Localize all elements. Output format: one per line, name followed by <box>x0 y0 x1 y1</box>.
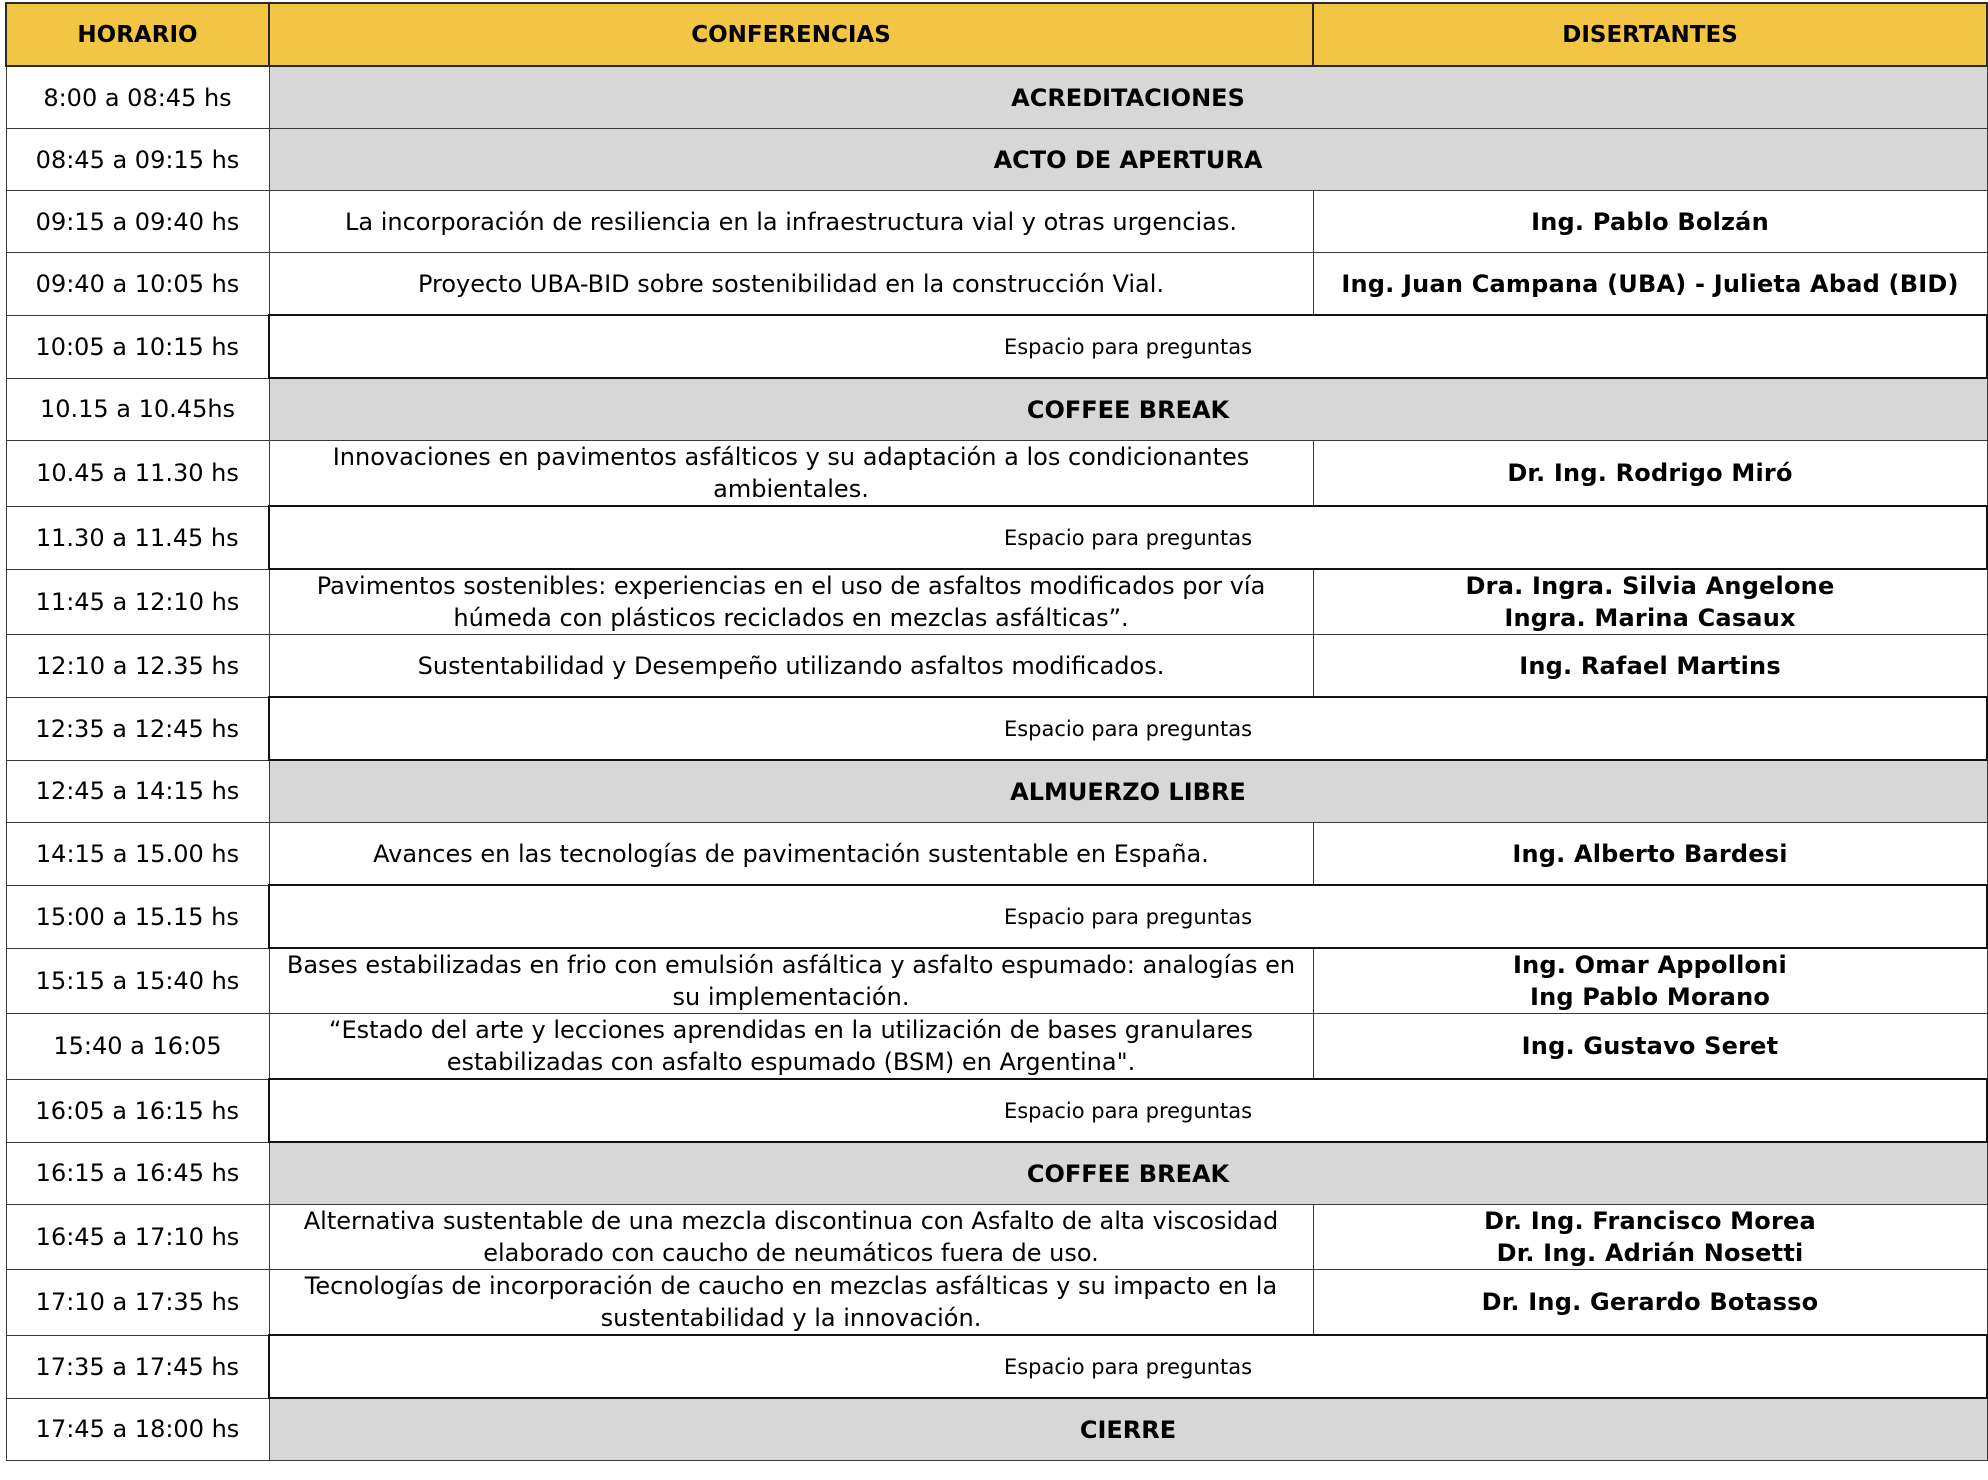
talk-cell: Innovaciones en pavimentos asfálticos y su adaptación a los condicionantes ambientales. <box>269 441 1313 507</box>
schedule-row <box>6 948 1987 1014</box>
event-cell: ACREDITACIONES <box>269 66 1987 129</box>
speaker-cell <box>1313 635 1987 698</box>
time-cell: 17:45 a 18:00 hs <box>6 1398 269 1461</box>
speaker-cell <box>1313 191 1987 253</box>
talk-cell: La incorporación de resiliencia en la infraestructura vial y otras urgencias. <box>269 191 1313 253</box>
schedule-row <box>6 441 1987 507</box>
time-cell: 11.30 a 11.45 hs <box>6 506 269 569</box>
event-cell: COFFEE BREAK <box>269 378 1987 441</box>
speaker-cell <box>1313 1014 1987 1080</box>
speaker-name-2: Ing Pablo Morano <box>1529 983 1771 1011</box>
speaker-name: Dr. Ing. Francisco Morea <box>1484 1207 1816 1235</box>
event-cell: ACTO DE APERTURA <box>269 129 1987 191</box>
schedule-body <box>6 3 1987 1461</box>
speaker-name: Ing. Omar Appolloni <box>1513 951 1787 979</box>
schedule-row <box>6 191 1987 253</box>
time-cell: 16:15 a 16:45 hs <box>6 1142 269 1205</box>
speaker-name: Ing. Alberto Bardesi <box>1512 839 1788 868</box>
speaker-name: Dr. Ing. Gerardo Botasso <box>1481 1288 1819 1316</box>
time-cell: 16:45 a 17:10 hs <box>6 1205 269 1270</box>
speaker-name: Dra. Ingra. Silvia Angelone <box>1465 572 1835 600</box>
time-cell: 10.15 a 10.45hs <box>6 378 269 441</box>
speaker-cell <box>1313 441 1987 507</box>
schedule-table <box>5 2 1988 1461</box>
schedule-row <box>6 1335 1987 1398</box>
schedule-row <box>6 129 1987 191</box>
speaker-cell <box>1313 1205 1987 1270</box>
time-cell: 17:10 a 17:35 hs <box>6 1270 269 1336</box>
time-cell: 15:15 a 15:40 hs <box>6 948 269 1014</box>
time-cell: 09:15 a 09:40 hs <box>6 191 269 253</box>
speaker-name: Ing. Juan Campana (UBA) - Julieta Abad (BID) <box>1341 269 1959 298</box>
event-cell: CIERRE <box>269 1398 1987 1461</box>
questions-cell: Espacio para preguntas <box>269 315 1987 378</box>
talk-cell: Pavimentos sostenibles: experiencias en el uso de asfaltos modificados por vía húmeda con plásticos reciclados en mezclas asfálticas”. <box>269 569 1313 635</box>
questions-cell: Espacio para preguntas <box>269 1079 1987 1142</box>
header-disertantes: DISERTANTES <box>1313 3 1987 66</box>
speaker-cell <box>1313 948 1987 1014</box>
schedule-row <box>6 1142 1987 1205</box>
talk-cell: Sustentabilidad y Desempeño utilizando asfaltos modificados. <box>269 635 1313 698</box>
time-cell: 16:05 a 16:15 hs <box>6 1079 269 1142</box>
speaker-name: Ing. Pablo Bolzán <box>1531 207 1769 236</box>
questions-cell: Espacio para preguntas <box>269 1335 1987 1398</box>
time-cell: 17:35 a 17:45 hs <box>6 1335 269 1398</box>
talk-cell: “Estado del arte y lecciones aprendidas en la utilización de bases granulares estabilizadas con asfalto espumado (BSM) en Argentina". <box>269 1014 1313 1080</box>
header-conferencias: CONFERENCIAS <box>269 3 1313 66</box>
talk-cell: Alternativa sustentable de una mezcla discontinua con Asfalto de alta viscosidad elaborado con caucho de neumáticos fuera de uso. <box>269 1205 1313 1270</box>
speaker-name: Ing. Rafael Martins <box>1519 651 1781 680</box>
questions-cell: Espacio para preguntas <box>269 697 1987 760</box>
schedule-row <box>6 697 1987 760</box>
time-cell: 12:45 a 14:15 hs <box>6 760 269 823</box>
talk-cell: Avances en las tecnologías de pavimentación sustentable en España. <box>269 823 1313 886</box>
speaker-name-2: Dr. Ing. Adrián Nosetti <box>1496 1239 1804 1267</box>
schedule-row <box>6 1270 1987 1336</box>
time-cell: 08:45 a 09:15 hs <box>6 129 269 191</box>
time-cell: 14:15 a 15.00 hs <box>6 823 269 886</box>
talk-cell: Proyecto UBA-BID sobre sostenibilidad en la construcción Vial. <box>269 253 1313 316</box>
time-cell: 8:00 a 08:45 hs <box>6 66 269 129</box>
time-cell: 12:10 a 12.35 hs <box>6 635 269 698</box>
schedule-row <box>6 378 1987 441</box>
schedule-row <box>6 760 1987 823</box>
schedule-row <box>6 1079 1987 1142</box>
schedule-row <box>6 1014 1987 1080</box>
talk-cell: Bases estabilizadas en frio con emulsión asfáltica y asfalto espumado: analogías en su implementación. <box>269 948 1313 1014</box>
time-cell: 10:05 a 10:15 hs <box>6 315 269 378</box>
schedule-row <box>6 1205 1987 1270</box>
speaker-cell <box>1313 569 1987 635</box>
speaker-cell <box>1313 253 1987 316</box>
time-cell: 11:45 a 12:10 hs <box>6 569 269 635</box>
time-cell: 15:00 a 15.15 hs <box>6 885 269 948</box>
time-cell: 15:40 a 16:05 <box>6 1014 269 1080</box>
event-cell: ALMUERZO LIBRE <box>269 760 1987 823</box>
schedule-row <box>6 253 1987 316</box>
schedule-row <box>6 885 1987 948</box>
speaker-name: Dr. Ing. Rodrigo Miró <box>1507 459 1793 487</box>
talk-cell: Tecnologías de incorporación de caucho en mezclas asfálticas y su impacto en la sustentabilidad y la innovación. <box>269 1270 1313 1336</box>
time-cell: 09:40 a 10:05 hs <box>6 253 269 316</box>
schedule-row <box>6 569 1987 635</box>
speaker-cell <box>1313 823 1987 886</box>
questions-cell: Espacio para preguntas <box>269 506 1987 569</box>
schedule-row <box>6 315 1987 378</box>
event-cell: COFFEE BREAK <box>269 1142 1987 1205</box>
schedule-row <box>6 66 1987 129</box>
header-row <box>6 3 1987 66</box>
header-horario: HORARIO <box>6 3 269 66</box>
schedule-row <box>6 823 1987 886</box>
schedule-row <box>6 1398 1987 1461</box>
questions-cell: Espacio para preguntas <box>269 885 1987 948</box>
speaker-name: Ing. Gustavo Seret <box>1521 1032 1779 1060</box>
speaker-cell <box>1313 1270 1987 1336</box>
time-cell: 10.45 a 11.30 hs <box>6 441 269 507</box>
schedule-row <box>6 506 1987 569</box>
schedule-row <box>6 635 1987 698</box>
time-cell: 12:35 a 12:45 hs <box>6 697 269 760</box>
speaker-name-2: Ingra. Marina Casaux <box>1504 604 1796 632</box>
